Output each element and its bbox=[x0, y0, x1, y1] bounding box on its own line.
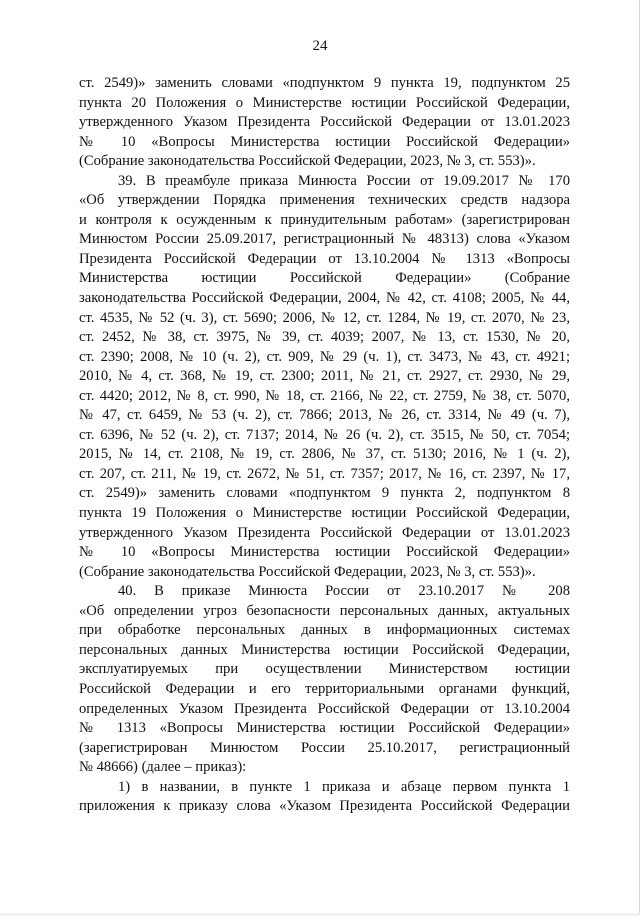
text-line: эксплуатируемых при осуществлении Министерством юстиции bbox=[79, 661, 570, 678]
text-line: Минюстом России 25.09.2017, регистрационный № 48313) слова «Указом bbox=[79, 231, 570, 248]
text-line: (зарегистрирован Минюстом России 25.10.2017, регистрационный bbox=[79, 739, 570, 756]
text-line: утвержденного Указом Президента Российской Федерации от 13.01.2023 bbox=[79, 114, 570, 131]
text-line: ст. 6396, № 52 (ч. 2), ст. 7137; 2014, № 26 (ч. 2), ст. 3515, № 50, ст. 7054; bbox=[79, 426, 570, 443]
text-line: ст. 2452, № 38, ст. 3975, № 39, ст. 4039; 2007, № 13, ст. 1530, № 20, bbox=[79, 329, 570, 346]
text-line: Российской Федерации и его территориальными органами функций, bbox=[79, 680, 570, 697]
paragraph-40-start: 40. В приказе Минюста России от 23.10.2017 № 208 bbox=[118, 583, 570, 600]
text-line: ст. 207, ст. 211, № 19, ст. 2672, № 51, ст. 7357; 2017, № 16, ст. 2397, № 17, bbox=[79, 465, 570, 482]
text-line: ст. 2390; 2008, № 10 (ч. 2), ст. 909, № 29 (ч. 1), ст. 3473, № 43, ст. 4921; bbox=[79, 348, 570, 365]
text-line: Президента Российской Федерации от 13.10.2004 № 1313 «Вопросы bbox=[79, 250, 570, 267]
text-line: законодательства Российской Федерации, 2004, № 42, ст. 4108; 2005, № 44, bbox=[79, 290, 570, 307]
text-line: (Собрание законодательства Российской Федерации, 2023, № 3, ст. 553)». bbox=[79, 563, 536, 580]
text-line: Министерства юстиции Российской Федерации» (Собрание bbox=[79, 270, 570, 287]
text-line: и контроля к осужденным к принудительным работам» (зарегистрирован bbox=[79, 211, 570, 228]
text-line: пункта 20 Положения о Министерстве юстиции Российской Федерации, bbox=[79, 94, 570, 111]
text-line: 2010, № 4, ст. 368, № 19, ст. 2300; 2011, № 21, ст. 2927, ст. 2930, № 29, bbox=[79, 368, 570, 385]
document-body bbox=[79, 74, 570, 817]
text-line: «Об определении угроз безопасности персональных данных, актуальных bbox=[79, 602, 570, 619]
subparagraph-1-start: 1) в названии, в пункте 1 приказа и абзаце первом пункта 1 bbox=[118, 778, 570, 795]
text-line: 2015, № 14, ст. 2108, № 19, ст. 2806, № 37, ст. 5130; 2016, № 1 (ч. 2), bbox=[79, 446, 570, 463]
text-line: № 47, ст. 6459, № 53 (ч. 2), ст. 7866; 2013, № 26, ст. 3314, № 49 (ч. 7), bbox=[79, 407, 570, 424]
text-line: ст. 4420; 2012, № 8, ст. 990, № 18, ст. 2166, № 22, ст. 2759, № 38, ст. 5070, bbox=[79, 387, 570, 404]
text-line: ст. 2549)» заменить словами «подпунктом 9 пункта 2, подпунктом 8 bbox=[79, 485, 570, 502]
text-line: ст. 4535, № 52 (ч. 3), ст. 5690; 2006, № 12, ст. 1284, № 19, ст. 2070, № 23, bbox=[79, 309, 570, 326]
text-line: ст. 2549)» заменить словами «подпунктом 9 пункта 19, подпунктом 25 bbox=[79, 75, 570, 91]
text-line: № 1313 «Вопросы Министерства юстиции Российской Федерации» bbox=[79, 720, 570, 737]
text-line: № 10 «Вопросы Министерства юстиции Российской Федерации» bbox=[79, 544, 570, 561]
text-line: утвержденного Указом Президента Российской Федерации от 13.01.2023 bbox=[79, 524, 570, 541]
text-line: определенных Указом Президента Российской Федерации от 13.10.2004 bbox=[79, 700, 570, 717]
text-line: № 10 «Вопросы Министерства юстиции Российской Федерации» bbox=[79, 133, 570, 150]
text-line: при обработке персональных данных в информационных системах bbox=[79, 622, 570, 639]
text-line: (Собрание законодательства Российской Федерации, 2023, № 3, ст. 553)». bbox=[79, 153, 536, 170]
text-line: «Об утверждении Порядка применения технических средств надзора bbox=[79, 192, 570, 209]
paragraph-39-start: 39. В преамбуле приказа Минюста России от 19.09.2017 № 170 bbox=[118, 172, 570, 189]
text-line: приложения к приказу слова «Указом Президента Российской Федерации bbox=[79, 798, 570, 815]
page-number: 24 bbox=[312, 38, 328, 54]
text-line: № 48666) (далее – приказ): bbox=[79, 759, 247, 776]
text-line: персональных данных Министерства юстиции Российской Федерации, bbox=[79, 641, 570, 658]
text-line: пункта 19 Положения о Министерстве юстиции Российской Федерации, bbox=[79, 505, 570, 522]
